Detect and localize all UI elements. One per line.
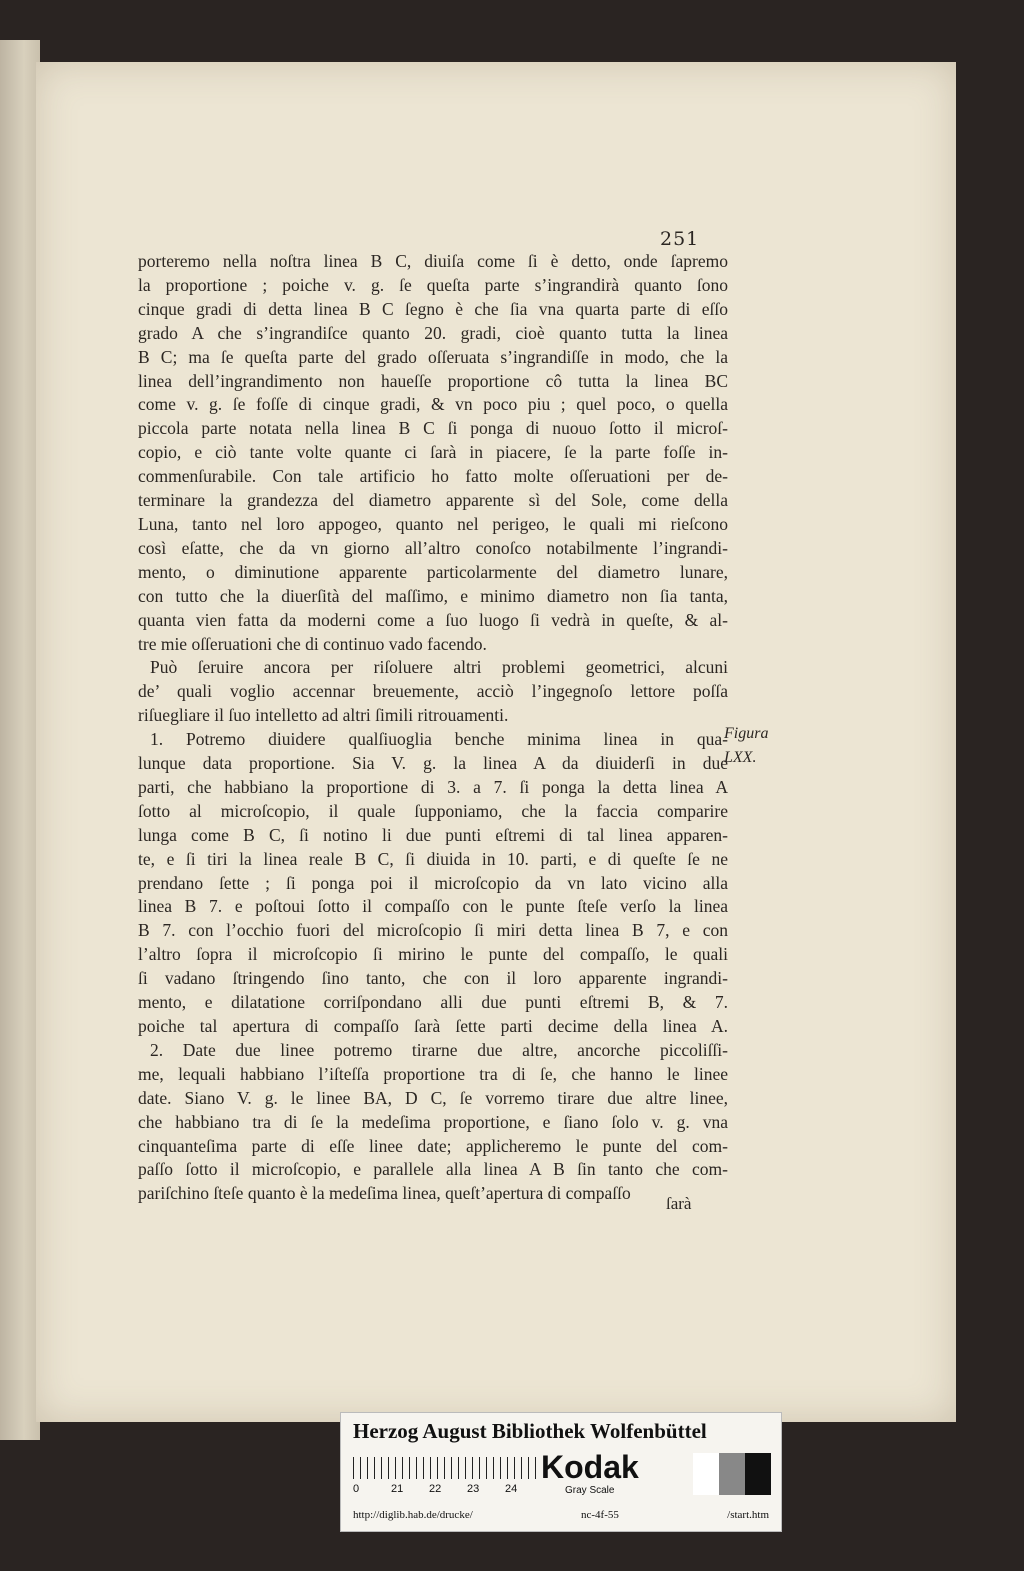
scale-number: 0 bbox=[353, 1483, 360, 1495]
text-line: ſi vadano ſtringendo ſino tanto, che con il loro apparente ingrandi- bbox=[138, 968, 728, 989]
text-line: commenſurabile. Con tale artificio ho fatto molte oſſeruationi per de- bbox=[138, 466, 728, 487]
text-line: piccola parte notata nella linea B C ſi ponga di nuouo ſotto il microſ- bbox=[138, 418, 728, 439]
scale-number: 22 bbox=[429, 1483, 442, 1495]
gray-swatches bbox=[693, 1453, 771, 1495]
scale-ruler bbox=[353, 1457, 538, 1479]
shelfmark: nc-4f-55 bbox=[581, 1509, 619, 1521]
text-line: porteremo nella noſtra linea B C, diuiſa come ſi è detto, onde ſapremo bbox=[138, 251, 728, 271]
text-line: terminare la grandezza del diametro apparente sì del Sole, come della bbox=[138, 490, 728, 511]
page-number: 251 bbox=[660, 228, 700, 250]
catchword: ſarà bbox=[666, 1194, 692, 1213]
text-line: paſſo ſotto il microſcopio, e parallele alla linea A B ſin tanto che com- bbox=[138, 1159, 728, 1180]
text-line: che habbiano tra di ſe la medeſima proportione, e ſiano ſolo v. g. vna bbox=[138, 1111, 728, 1132]
text-line: te, e ſi tiri la linea reale B C, ſi diuida in 10. parti, e di queſte ſe ne bbox=[138, 848, 728, 869]
text-line: cinque gradi di detta linea B C ſegno è che ſia vna quarta parte di eſſo bbox=[138, 298, 728, 319]
text-line: me, lequali habbiano l’iſteſſa proportione tra di ſe, che hanno le linee bbox=[138, 1063, 728, 1084]
margin-note-figura: Figura bbox=[724, 725, 769, 742]
swatch-black bbox=[745, 1453, 771, 1495]
text-line: linea dell’ingrandimento non haueſſe proportione cô tutta la linea BC bbox=[138, 370, 728, 391]
text-line: lunque data proportione. Sia V. g. la linea A da diuiderſi in due bbox=[138, 753, 728, 774]
text-line: B C; ma ſe queſta parte del grado oſſeruata s’ingrandiſſe in modo, che la bbox=[138, 346, 728, 367]
text-line: 2. Date due linee potremo tirarne due altre, ancorche piccoliſſi- bbox=[150, 1039, 728, 1060]
margin-note bbox=[724, 722, 794, 770]
text-line: la proportione ; poiche v. g. ſe queſta parte s’ingrandirà quanto ſono bbox=[138, 274, 728, 295]
text-line: date. Siano V. g. le linee BA, D C, ſe vorremo tirare due altre linee, bbox=[138, 1087, 728, 1108]
text-line: linea B 7. e poſtoui ſotto il compaſſo con le punte ſteſe verſo la linea bbox=[138, 896, 728, 917]
gray-scale-caption: Gray Scale bbox=[565, 1485, 615, 1496]
url-prefix: http://diglib.hab.de/drucke/ bbox=[353, 1509, 473, 1521]
text-line: con tutto che la diuerſità del maſſimo, e minimo diametro non ſia tanta, bbox=[138, 585, 728, 606]
scale-number: 24 bbox=[505, 1483, 518, 1495]
text-line: così eſatte, che da vn giorno all’altro conoſco notabilmente l’ingrandi- bbox=[138, 537, 728, 558]
swatch-white bbox=[693, 1453, 719, 1495]
body-text bbox=[138, 250, 728, 1206]
margin-note-number: LXX. bbox=[724, 748, 757, 766]
text-line: Luna, tanto nel loro appogeo, quanto nel perigeo, le quali mi rieſcono bbox=[138, 513, 728, 534]
text-line: B 7. con l’occhio fuori del microſcopio ſi miri detta linea B 7, e con bbox=[138, 920, 728, 941]
scale-number: 21 bbox=[391, 1483, 404, 1495]
text-line: pariſchino ſteſe quanto è la medeſima linea, queſt’apertura di compaſſo bbox=[138, 1183, 631, 1204]
text-line: grado A che s’ingrandiſce quanto 20. gradi, cioè quanto tutta la linea bbox=[138, 322, 728, 343]
text-line: ſotto al microſcopio, il quale ſupponiamo, che la faccia comparire bbox=[138, 800, 728, 821]
text-line: lunga come B C, ſi notino li due punti eſtremi di tal linea apparen- bbox=[138, 824, 728, 845]
library-name: Herzog August Bibliothek Wolfenbüttel bbox=[353, 1419, 707, 1443]
text-line: quanta vien fatta da moderni come a ſuo luogo ſi vedrà in queſte, & al- bbox=[138, 609, 728, 630]
text-line: l’altro ſopra il microſcopio ſi mirino le punte del compaſſo, le quali bbox=[138, 944, 728, 965]
text-line: poiche tal apertura di compaſſo ſarà ſette parti decime della linea A. bbox=[138, 1016, 728, 1036]
kodak-logo: Kodak bbox=[541, 1449, 639, 1485]
text-line: de’ quali voglio accennar breuemente, acciò l’ingegnoſo lettore poſſa bbox=[138, 681, 728, 702]
text-line: mento, o diminutione apparente particolarmente del diametro lunare, bbox=[138, 561, 728, 582]
text-line: copio, e ciò tante volte quante ci ſarà in piacere, ſe la parte foſſe in- bbox=[138, 442, 728, 463]
scale-numbers bbox=[353, 1483, 543, 1495]
text-line: come v. g. ſe foſſe di cinque gradi, & vn poco piu ; quel poco, o quella bbox=[138, 394, 728, 415]
text-line: Può ſeruire ancora per riſoluere altri problemi geometrici, alcuni bbox=[150, 657, 728, 678]
text-line: tre mie oſſeruationi che di continuo vado facendo. bbox=[138, 633, 487, 654]
scale-number: 23 bbox=[467, 1483, 480, 1495]
text-line: mento, e dilatatione corriſpondano alli due punti eſtremi B, & 7. bbox=[138, 992, 728, 1013]
text-line: riſuegliare il ſuo intelletto ad altri ſimili ritrouamenti. bbox=[138, 705, 509, 726]
swatch-gray bbox=[719, 1453, 745, 1495]
library-color-card bbox=[340, 1412, 782, 1532]
text-line: prendano ſette ; ſi ponga poi il microſcopio da vn lato vicino alla bbox=[138, 872, 728, 893]
text-line: parti, che habbiano la proportione di 3. a 7. ſi ponga la detta linea A bbox=[138, 776, 728, 797]
text-line: cinquanteſima parte di eſſe linee date; applicheremo le punte del com- bbox=[138, 1135, 728, 1156]
digital-url bbox=[353, 1509, 769, 1521]
text-line: 1. Potremo diuidere qualſiuoglia benche minima linea in qua- bbox=[150, 729, 728, 750]
facing-page-edge bbox=[0, 40, 40, 1440]
url-suffix: /start.htm bbox=[727, 1509, 769, 1521]
